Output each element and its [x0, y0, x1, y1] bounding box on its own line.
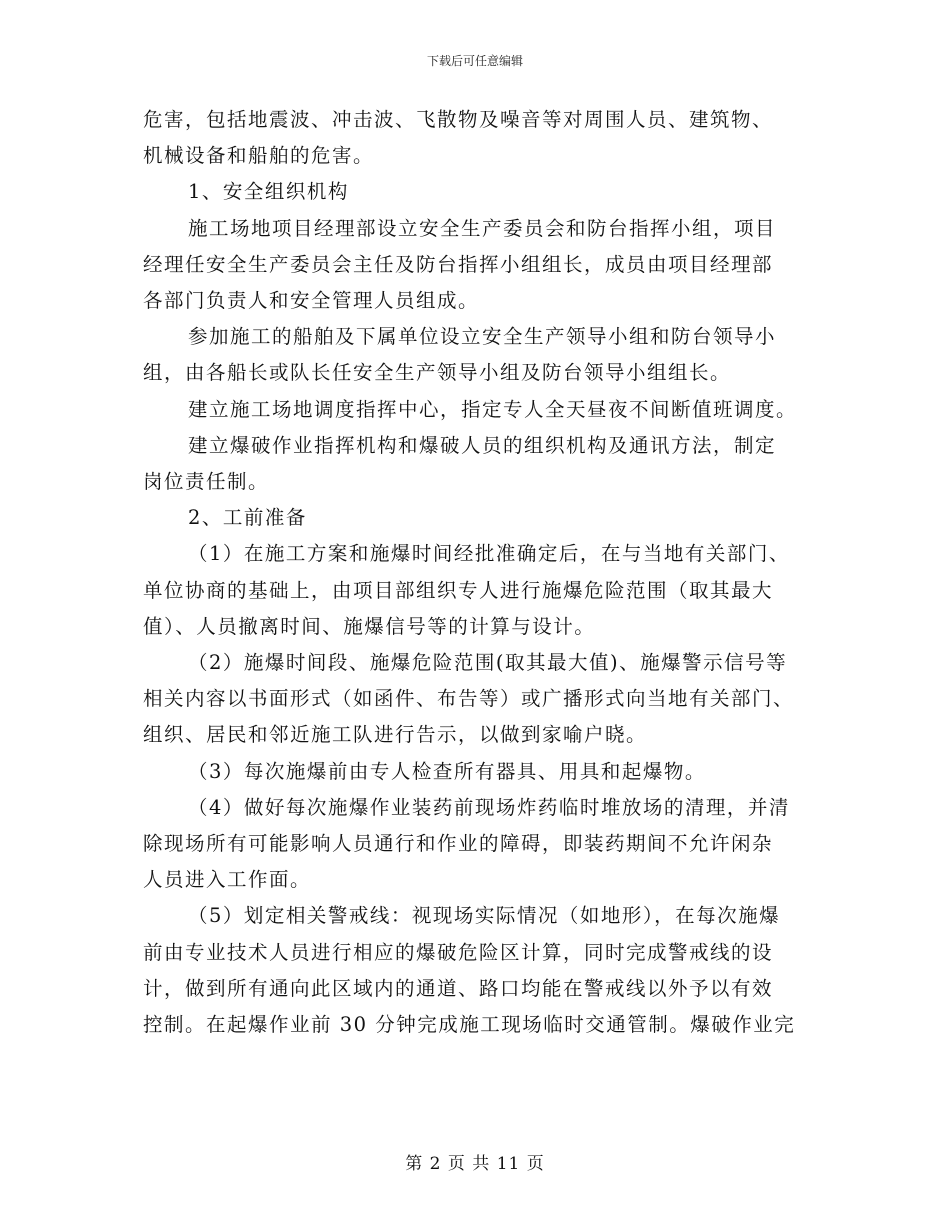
text-line: 建立施工场地调度指挥中心，指定专人全天昼夜不间断值班调度。	[188, 397, 798, 421]
text-line: 单位协商的基础上，由项目部组织专人进行施爆危险范围（取其最大	[143, 578, 774, 602]
text-line: 参加施工的船舶及下属单位设立安全生产领导小组和防台领导小	[188, 325, 777, 349]
text-line: 相关内容以书面形式（如函件、布告等）或广播形式向当地有关部门、	[143, 687, 795, 711]
text-line: 2、工前准备	[188, 506, 307, 530]
text-line: 计，做到所有通向此区域内的通道、路口均能在警戒线以外予以有效	[143, 976, 774, 1000]
text-line: 机械设备和船舶的危害。	[143, 144, 375, 168]
text-line: 施工场地项目经理部设立安全生产委员会和防台指挥小组，项目	[188, 216, 777, 240]
text-line: 组织、居民和邻近施工队进行告示，以做到家喻户晓。	[143, 723, 648, 747]
text-line: 各部门负责人和安全管理人员组成。	[143, 289, 480, 313]
text-line: 人员进入工作面。	[143, 868, 312, 892]
text-line: 值）、人员撤离时间、施爆信号等的计算与设计。	[143, 614, 596, 638]
page-header: 下载后可任意编辑	[426, 54, 523, 68]
text-line: 前由专业技术人员进行相应的爆破危险区计算，同时完成警戒线的设	[143, 940, 774, 964]
page-number: 第 2 页 共 11 页	[405, 1154, 545, 1174]
text-line: （5）划定相关警戒线：视现场实际情况（如地形），在每次施爆	[188, 904, 781, 928]
text-line: （4）做好每次施爆作业装药前现场炸药临时堆放场的清理，并清	[188, 795, 790, 819]
text-line: 建立爆破作业指挥机构和爆破人员的组织机构及通讯方法，制定	[188, 433, 777, 457]
text-line: （1）在施工方案和施爆时间经批准确定后，在与当地有关部门、	[188, 542, 790, 566]
text-line: 1、安全组织机构	[188, 180, 349, 204]
text-line: 经理任安全生产委员会主任及防台指挥小组组长，成员由项目经理部	[143, 252, 774, 276]
text-line: （2）施爆时间段、施爆危险范围(取其最大值)、施爆警示信号等	[188, 651, 788, 675]
text-line: （3）每次施爆前由专人检查所有器具、用具和起爆物。	[188, 759, 706, 783]
text-line: 岗位责任制。	[143, 470, 270, 494]
text-line: 危害，包括地震波、冲击波、飞散物及噪音等对周围人员、建筑物、	[143, 108, 774, 131]
text-line: 控制。在起爆作业前 30 分钟完成施工现场临时交通管制。爆破作业完	[143, 1013, 796, 1037]
text-line: 除现场所有可能影响人员通行和作业的障碍，即装药期间不允许闲杂	[143, 832, 774, 856]
text-line: 组，由各船长或队长任安全生产领导小组及防台领导小组组长。	[143, 361, 732, 385]
document-body	[143, 102, 808, 1043]
